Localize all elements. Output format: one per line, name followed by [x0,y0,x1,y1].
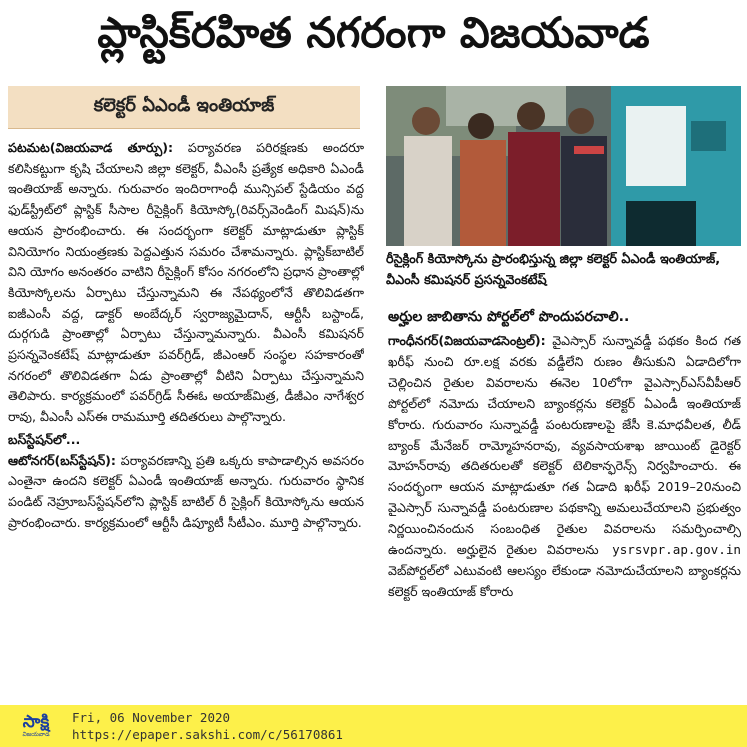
photo-caption: రీసైక్లింగ్ కియోస్కోను ప్రారంభిస్తున్న జిల్లా కలెక్టర్ ఏఎండీ ఇంతియాజ్, వీఎంసీ కమిషనర్ ప్రసన్నవెంకటేష్ [386,252,721,288]
portal-url: ysrsvpr.ap.gov.in [598,542,741,558]
footer-bar [0,705,747,747]
footer-meta [72,709,343,743]
left-para-1 [8,138,364,428]
left-article [8,138,364,686]
left-body-2: పర్యావరణాన్ని ప్రతి ఒక్కరు కాపాడాల్సిన అవసరం ఎంతైనా ఉందని కలెక్టర్ ఏఎండీ ఇంతియాజ్ అన్నారు. గురువారం స్థానిక పండిట్ నెహ్రూబస్‌స్టేషన్‌లోని ప్లాస్టిక్ బాటిల్ రీ సైక్లింగ్ కియోస్కోను ఆయన ప్రారంభించారు. కార్యక్రమంలో ఆర్టీసీ డిప్యూటీ సీటీఎం. మూర్తి పాల్గొన్నారు. [8,452,364,530]
right-article [388,331,741,687]
logo-edition: విజయవాడ [22,731,50,738]
right-dateline: గాంధీనగర్(విజయవాడసెంట్రల్): [388,333,546,348]
right-subhead: అర్హుల జాబితాను పోర్టల్‌లో పొందుపరచాలి.. [388,309,630,325]
left-para-2 [8,451,364,534]
edition-date: Fri, 06 November 2020 [72,710,231,725]
sakshi-logo [8,709,64,743]
left-dateline-2: ఆటోనగర్(బస్‌స్టేషన్): [8,452,116,468]
photo-illustration [386,86,741,246]
left-subhead: బస్‌స్టేషన్‌లో... [8,431,81,447]
epaper-url[interactable]: https://epaper.sakshi.com/c/56170861 [72,727,343,742]
right-body-end: వెబ్‌పోర్టల్‌లో ఎటువంటి ఆలస్యం లేకుండా నమోదుచేయాలని బ్యాంకర్లను కలెక్టర్ ఇంతియాజ్ కోరారు [388,562,741,599]
left-body-1: పర్యావరణ పరిరక్షణకు అందరూ కలిసికట్టుగా కృషి చేయాలని జిల్లా కలెక్టర్, వీఎంసీ ప్రత్యేక అధికారి ఏఎండీ ఇంతియాజ్ అన్నారు. గురువారం ఇందిరాగాంధీ మున్సిపల్ స్టేడియం వద్ద ఫుడ్‌స్ట్రీట్‌లో ప్లాస్టిక్ సీసాల రీసైక్లింగ్ కియోస్కో(రివర్స్‌వెండింగ్ మిషన్)ను ఆయన ప్రారంభించారు. ఈ సందర్భంగా కలెక్టర్ మాట్లాడుతూ ప్లాస్టిక్ వినియోగం నియంత్రణకు పెద్దఎత్తున సమరం చేశామన్నారు. ప్లాస్టిక్‌బాటిల్ విని యోగం అనంతరం వాటిని రీసైక్లింగ్ కోసం నగరంలోని ప్రధాన ప్రాంతాల్లో కియోస్కోలను ఏర్పాటు చేస్తున్నామని ఈ నేపథ్యంలోనే తొలివిడతగా ఐజీఎంసీ వద్ద, డాక్టర్ అంబేద్కర్ స్వరాజ్యమైదాన్, ఆర్టీసీ బస్టాండ్, దుర్గగుడి ప్రాంతాల్లో ఏర్పాటు చేస్తున్నామన్నారు. వీఎంసీ కమిషనర్ ప్రసన్నవెంకటేష్ మాట్లాడుతూ పవర్‌గ్రిడ్, జీఎంఆర్ సంస్థల సహకారంతో నగరంలో తొలివిడతగా ఏడు ప్రాంతాల్లో వీటిని ఏర్పాటు చేస్తున్నామని తెలిపారు. కార్యక్రమంలో పవర్‌గ్రిడ్ సీఈఓ అయాజ్‌మిత్ర, డీజీఎం నాగేశ్వర రావు, వీఎంసీ ఎస్ఈ రామమూర్తి తదితరులు పాల్గొన్నారు. [8,140,364,425]
left-dateline: పటమట(విజయవాడ తూర్పు): [8,140,173,155]
byline-box: కలెక్టర్ ఏఎండీ ఇంతియాజ్ [8,86,360,129]
news-photo [386,86,741,246]
headline: ప్లాస్టిక్‌రహిత నగరంగా విజయవాడ [97,8,650,57]
logo-text: సాక్షి [22,712,50,732]
right-body: వైఎస్సార్ సున్నావడ్డీ పథకం కింద గత ఖరీఫ్ నుంచి రూ.లక్ష వరకు వడ్డీలేని రుణం తీసుకుని ఏడాదిలోగా చెల్లించిన రైతుల వివరాలను ఈనెల 10లోగా వైఎస్సార్‌ఎస్‌వీపీఆర్ పోర్టల్‌లో నమోదు చేయాలని బ్యాంకర్లను కలెక్టర్ ఏఎండీ ఇంతియాజ్ కోరారు. గురువారం సున్నావడ్డీ పంటరుణాలపై జేసీ కె.మాధవీలత, లీడ్ బ్యాంక్ మేనేజర్ రామ్మోహనరావు, వ్యవసాయశాఖ జాయింట్ డైరెక్టర్ మోహన్‌రావు తదితరులతో కలెక్టర్ టెలికాన్ఫరెన్స్ నిర్వహించారు. ఈ సందర్భంగా ఆయన మాట్లాడుతూ గత ఏడాది ఖరీఫ్ 2019–20నుంచి వైఎస్సార్ సున్నావడ్డీ పంటరుణాల పథకాన్ని అమలుచేయాలని ప్రభుత్వం నిర్ణయించినందున సంబంధిత రైతుల వివరాలను సమర్పించాల్సి ఉందన్నారు. అర్హులైన రైతుల వివరాలను [388,333,741,558]
right-para [388,331,741,603]
